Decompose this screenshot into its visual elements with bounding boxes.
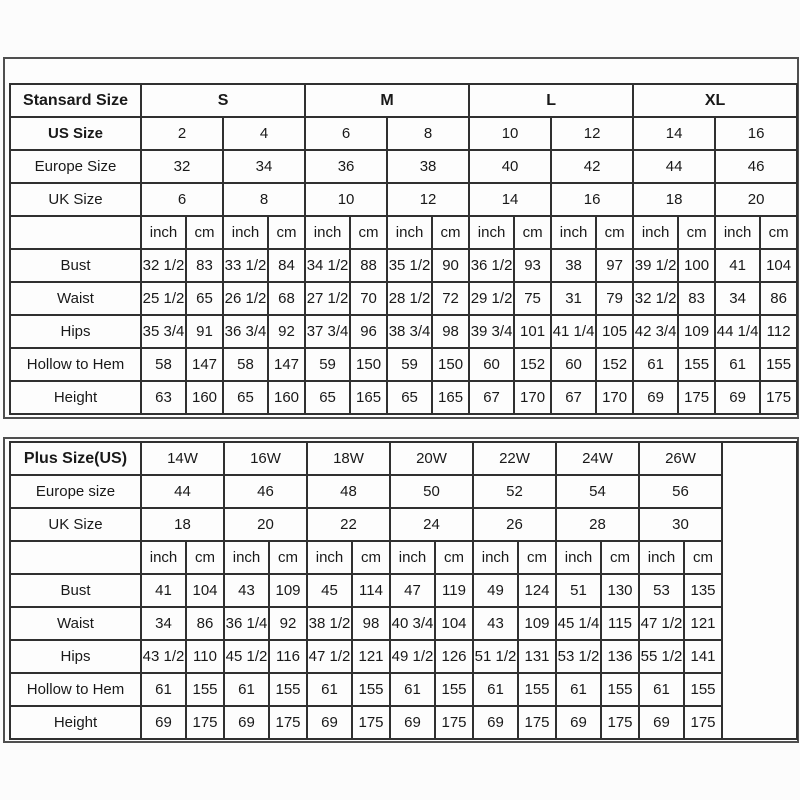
units-label-empty-cell	[10, 541, 141, 574]
measure-value-cell: 100	[678, 249, 715, 282]
measure-value-cell: 104	[760, 249, 797, 282]
table-title-cell: Plus Size(US)	[10, 442, 141, 475]
measure-value-cell: 41	[141, 574, 186, 607]
measure-value-cell: 61	[633, 348, 678, 381]
measure-value-cell: 130	[601, 574, 639, 607]
measure-value-cell: 170	[596, 381, 633, 414]
measure-value-cell: 34 1/2	[305, 249, 350, 282]
cm-unit-cell: cm	[432, 216, 469, 249]
size-value-cell: 4	[223, 117, 305, 150]
size-value-cell: 46	[715, 150, 797, 183]
row-label-cell: Waist	[10, 282, 141, 315]
measure-value-cell: 61	[715, 348, 760, 381]
size-value-cell: 34	[223, 150, 305, 183]
measure-value-cell: 155	[352, 673, 390, 706]
measure-value-cell: 131	[518, 640, 556, 673]
measure-value-cell: 126	[435, 640, 473, 673]
measure-value-cell: 147	[186, 348, 223, 381]
measure-value-cell: 67	[469, 381, 514, 414]
size-value-cell: 46	[224, 475, 307, 508]
size-value-cell: 12	[551, 117, 633, 150]
measure-value-cell: 150	[432, 348, 469, 381]
size-value-cell: 18	[141, 508, 224, 541]
measure-value-cell: 53 1/2	[556, 640, 601, 673]
size-group-cell: M	[305, 84, 469, 117]
size-group-cell: 26W	[639, 442, 722, 475]
cm-unit-cell: cm	[678, 216, 715, 249]
size-value-cell: 8	[387, 117, 469, 150]
size-conversion-row	[10, 150, 797, 183]
measure-value-cell: 32 1/2	[633, 282, 678, 315]
measure-value-cell: 109	[678, 315, 715, 348]
plus-size-table-block	[3, 437, 799, 743]
cm-unit-cell: cm	[269, 541, 307, 574]
inch-unit-cell: inch	[639, 541, 684, 574]
measure-value-cell: 75	[514, 282, 551, 315]
size-value-cell: 6	[305, 117, 387, 150]
measure-value-cell: 69	[224, 706, 269, 739]
measure-value-cell: 136	[601, 640, 639, 673]
measure-value-cell: 98	[432, 315, 469, 348]
inch-unit-cell: inch	[223, 216, 268, 249]
size-value-cell: 20	[715, 183, 797, 216]
measure-value-cell: 51 1/2	[473, 640, 518, 673]
row-label-cell: US Size	[10, 117, 141, 150]
size-value-cell: 26	[473, 508, 556, 541]
inch-unit-cell: inch	[141, 541, 186, 574]
measure-value-cell: 36 1/4	[224, 607, 269, 640]
measure-value-cell: 83	[186, 249, 223, 282]
row-label-cell: Height	[10, 706, 141, 739]
size-group-cell: XL	[633, 84, 797, 117]
size-value-cell: 10	[469, 117, 551, 150]
cm-unit-cell: cm	[268, 216, 305, 249]
measure-value-cell: 60	[469, 348, 514, 381]
measure-value-cell: 109	[269, 574, 307, 607]
cm-unit-cell: cm	[518, 541, 556, 574]
size-group-cell: S	[141, 84, 305, 117]
measure-value-cell: 124	[518, 574, 556, 607]
size-value-cell: 40	[469, 150, 551, 183]
measure-value-cell: 37 3/4	[305, 315, 350, 348]
size-group-cell: 18W	[307, 442, 390, 475]
row-label-cell: Hips	[10, 640, 141, 673]
measure-value-cell: 61	[307, 673, 352, 706]
measure-value-cell: 97	[596, 249, 633, 282]
size-value-cell: 44	[141, 475, 224, 508]
inch-unit-cell: inch	[307, 541, 352, 574]
inch-unit-cell: inch	[390, 541, 435, 574]
row-label-cell: Bust	[10, 249, 141, 282]
measure-value-cell: 61	[556, 673, 601, 706]
measure-value-cell: 59	[305, 348, 350, 381]
empty-filler-cell	[722, 442, 797, 739]
measure-value-cell: 119	[435, 574, 473, 607]
measure-value-cell: 65	[387, 381, 432, 414]
measure-value-cell: 61	[390, 673, 435, 706]
measure-value-cell: 155	[186, 673, 224, 706]
measure-row	[10, 574, 797, 607]
measure-value-cell: 27 1/2	[305, 282, 350, 315]
measure-value-cell: 155	[684, 673, 722, 706]
size-value-cell: 6	[141, 183, 223, 216]
measure-value-cell: 141	[684, 640, 722, 673]
measure-value-cell: 69	[473, 706, 518, 739]
measure-value-cell: 175	[678, 381, 715, 414]
measure-value-cell: 160	[268, 381, 305, 414]
plus-size-table	[9, 441, 798, 740]
size-value-cell: 20	[224, 508, 307, 541]
measure-value-cell: 92	[268, 315, 305, 348]
size-value-cell: 16	[715, 117, 797, 150]
measure-value-cell: 61	[473, 673, 518, 706]
measure-value-cell: 58	[223, 348, 268, 381]
measure-value-cell: 59	[387, 348, 432, 381]
measure-value-cell: 155	[760, 348, 797, 381]
size-group-header-row	[10, 84, 797, 117]
size-value-cell: 52	[473, 475, 556, 508]
measure-value-cell: 55 1/2	[639, 640, 684, 673]
measure-value-cell: 39 1/2	[633, 249, 678, 282]
size-value-cell: 8	[223, 183, 305, 216]
measure-value-cell: 115	[601, 607, 639, 640]
size-value-cell: 14	[633, 117, 715, 150]
measure-value-cell: 86	[186, 607, 224, 640]
measure-value-cell: 175	[435, 706, 473, 739]
size-value-cell: 56	[639, 475, 722, 508]
size-value-cell: 10	[305, 183, 387, 216]
measure-row	[10, 607, 797, 640]
inch-unit-cell: inch	[556, 541, 601, 574]
measure-value-cell: 98	[352, 607, 390, 640]
measure-value-cell: 155	[601, 673, 639, 706]
measure-value-cell: 110	[186, 640, 224, 673]
measure-row	[10, 249, 797, 282]
inch-unit-cell: inch	[305, 216, 350, 249]
inch-unit-cell: inch	[141, 216, 186, 249]
measure-value-cell: 92	[269, 607, 307, 640]
measure-value-cell: 96	[350, 315, 387, 348]
size-value-cell: 38	[387, 150, 469, 183]
measure-value-cell: 61	[224, 673, 269, 706]
measure-value-cell: 49	[473, 574, 518, 607]
measure-value-cell: 79	[596, 282, 633, 315]
measure-value-cell: 69	[556, 706, 601, 739]
measure-value-cell: 68	[268, 282, 305, 315]
measure-value-cell: 147	[268, 348, 305, 381]
cm-unit-cell: cm	[684, 541, 722, 574]
row-label-cell: UK Size	[10, 183, 141, 216]
size-group-cell: L	[469, 84, 633, 117]
measure-value-cell: 41 1/4	[551, 315, 596, 348]
measure-value-cell: 93	[514, 249, 551, 282]
measure-value-cell: 152	[596, 348, 633, 381]
size-value-cell: 24	[390, 508, 473, 541]
measure-value-cell: 32 1/2	[141, 249, 186, 282]
cm-unit-cell: cm	[186, 541, 224, 574]
inch-unit-cell: inch	[715, 216, 760, 249]
measure-value-cell: 72	[432, 282, 469, 315]
size-group-cell: 20W	[390, 442, 473, 475]
measure-value-cell: 45 1/4	[556, 607, 601, 640]
row-label-cell: Bust	[10, 574, 141, 607]
units-label-empty-cell	[10, 216, 141, 249]
measure-value-cell: 43	[224, 574, 269, 607]
measure-row	[10, 706, 797, 739]
row-label-cell: UK Size	[10, 508, 141, 541]
measure-value-cell: 69	[715, 381, 760, 414]
measure-value-cell: 165	[350, 381, 387, 414]
measure-value-cell: 38 3/4	[387, 315, 432, 348]
measure-value-cell: 53	[639, 574, 684, 607]
size-group-header-row	[10, 442, 797, 475]
measure-value-cell: 104	[186, 574, 224, 607]
measure-value-cell: 43 1/2	[141, 640, 186, 673]
measure-value-cell: 38 1/2	[307, 607, 352, 640]
measure-value-cell: 121	[352, 640, 390, 673]
cm-unit-cell: cm	[760, 216, 797, 249]
measure-value-cell: 31	[551, 282, 596, 315]
measure-value-cell: 155	[269, 673, 307, 706]
measure-value-cell: 152	[514, 348, 551, 381]
cm-unit-cell: cm	[514, 216, 551, 249]
measure-value-cell: 65	[305, 381, 350, 414]
measure-value-cell: 90	[432, 249, 469, 282]
table-title-cell: Stansard Size	[10, 84, 141, 117]
measure-row	[10, 315, 797, 348]
size-value-cell: 2	[141, 117, 223, 150]
measure-value-cell: 65	[186, 282, 223, 315]
measure-value-cell: 47 1/2	[307, 640, 352, 673]
measure-row	[10, 282, 797, 315]
measure-value-cell: 175	[518, 706, 556, 739]
measure-value-cell: 29 1/2	[469, 282, 514, 315]
size-value-cell: 18	[633, 183, 715, 216]
measure-value-cell: 36 3/4	[223, 315, 268, 348]
size-value-cell: 22	[307, 508, 390, 541]
measure-value-cell: 104	[435, 607, 473, 640]
measure-value-cell: 84	[268, 249, 305, 282]
measure-value-cell: 35 1/2	[387, 249, 432, 282]
measure-value-cell: 40 3/4	[390, 607, 435, 640]
size-group-cell: 14W	[141, 442, 224, 475]
measure-value-cell: 69	[390, 706, 435, 739]
measure-value-cell: 67	[551, 381, 596, 414]
measure-value-cell: 105	[596, 315, 633, 348]
measure-row	[10, 348, 797, 381]
measure-row	[10, 381, 797, 414]
measure-value-cell: 45	[307, 574, 352, 607]
cm-unit-cell: cm	[435, 541, 473, 574]
measure-value-cell: 63	[141, 381, 186, 414]
cm-unit-cell: cm	[186, 216, 223, 249]
measure-value-cell: 175	[352, 706, 390, 739]
measure-value-cell: 155	[518, 673, 556, 706]
measure-value-cell: 35 3/4	[141, 315, 186, 348]
row-label-cell: Hollow to Hem	[10, 673, 141, 706]
measure-value-cell: 175	[684, 706, 722, 739]
size-conversion-row	[10, 508, 797, 541]
size-group-cell: 16W	[224, 442, 307, 475]
measure-value-cell: 39 3/4	[469, 315, 514, 348]
measure-value-cell: 28 1/2	[387, 282, 432, 315]
measure-value-cell: 33 1/2	[223, 249, 268, 282]
inch-unit-cell: inch	[473, 541, 518, 574]
measure-value-cell: 49 1/2	[390, 640, 435, 673]
measure-value-cell: 69	[141, 706, 186, 739]
measure-value-cell: 36 1/2	[469, 249, 514, 282]
measure-value-cell: 26 1/2	[223, 282, 268, 315]
measure-value-cell: 70	[350, 282, 387, 315]
measure-value-cell: 61	[639, 673, 684, 706]
inch-unit-cell: inch	[551, 216, 596, 249]
standard-size-table-block	[3, 57, 799, 419]
measure-value-cell: 61	[141, 673, 186, 706]
measure-row	[10, 640, 797, 673]
measure-value-cell: 88	[350, 249, 387, 282]
size-value-cell: 44	[633, 150, 715, 183]
size-value-cell: 54	[556, 475, 639, 508]
measure-value-cell: 116	[269, 640, 307, 673]
measure-value-cell: 150	[350, 348, 387, 381]
measure-value-cell: 165	[432, 381, 469, 414]
row-label-cell: Waist	[10, 607, 141, 640]
size-value-cell: 30	[639, 508, 722, 541]
measure-row	[10, 673, 797, 706]
measure-value-cell: 69	[307, 706, 352, 739]
row-label-cell: Hips	[10, 315, 141, 348]
cm-unit-cell: cm	[601, 541, 639, 574]
inch-unit-cell: inch	[633, 216, 678, 249]
size-value-cell: 42	[551, 150, 633, 183]
measure-value-cell: 155	[678, 348, 715, 381]
measure-value-cell: 170	[514, 381, 551, 414]
measure-value-cell: 38	[551, 249, 596, 282]
inch-unit-cell: inch	[387, 216, 432, 249]
measure-value-cell: 86	[760, 282, 797, 315]
measure-value-cell: 175	[269, 706, 307, 739]
measure-value-cell: 91	[186, 315, 223, 348]
size-value-cell: 14	[469, 183, 551, 216]
measure-value-cell: 69	[639, 706, 684, 739]
inch-unit-cell: inch	[469, 216, 514, 249]
measure-value-cell: 65	[223, 381, 268, 414]
measure-value-cell: 175	[186, 706, 224, 739]
measure-value-cell: 47	[390, 574, 435, 607]
size-value-cell: 36	[305, 150, 387, 183]
cm-unit-cell: cm	[596, 216, 633, 249]
size-group-cell: 22W	[473, 442, 556, 475]
measure-value-cell: 114	[352, 574, 390, 607]
row-label-cell: Height	[10, 381, 141, 414]
measure-value-cell: 43	[473, 607, 518, 640]
size-conversion-row	[10, 475, 797, 508]
size-value-cell: 50	[390, 475, 473, 508]
measure-value-cell: 83	[678, 282, 715, 315]
measure-value-cell: 155	[435, 673, 473, 706]
measure-value-cell: 112	[760, 315, 797, 348]
size-value-cell: 16	[551, 183, 633, 216]
measure-value-cell: 160	[186, 381, 223, 414]
row-label-cell: Hollow to Hem	[10, 348, 141, 381]
size-value-cell: 12	[387, 183, 469, 216]
measure-value-cell: 51	[556, 574, 601, 607]
measure-value-cell: 69	[633, 381, 678, 414]
measure-value-cell: 60	[551, 348, 596, 381]
measure-value-cell: 41	[715, 249, 760, 282]
measure-value-cell: 44 1/4	[715, 315, 760, 348]
size-value-cell: 32	[141, 150, 223, 183]
size-value-cell: 48	[307, 475, 390, 508]
measure-value-cell: 175	[601, 706, 639, 739]
measure-value-cell: 42 3/4	[633, 315, 678, 348]
cm-unit-cell: cm	[350, 216, 387, 249]
size-value-cell: 28	[556, 508, 639, 541]
measure-value-cell: 135	[684, 574, 722, 607]
measure-value-cell: 47 1/2	[639, 607, 684, 640]
measure-value-cell: 109	[518, 607, 556, 640]
measure-value-cell: 25 1/2	[141, 282, 186, 315]
size-group-cell: 24W	[556, 442, 639, 475]
measure-value-cell: 101	[514, 315, 551, 348]
measure-value-cell: 58	[141, 348, 186, 381]
measure-value-cell: 121	[684, 607, 722, 640]
row-label-cell: Europe size	[10, 475, 141, 508]
measure-value-cell: 175	[760, 381, 797, 414]
size-conversion-row	[10, 117, 797, 150]
measure-value-cell: 34	[715, 282, 760, 315]
row-label-cell: Europe Size	[10, 150, 141, 183]
inch-unit-cell: inch	[224, 541, 269, 574]
measure-value-cell: 45 1/2	[224, 640, 269, 673]
units-row	[10, 541, 797, 574]
cm-unit-cell: cm	[352, 541, 390, 574]
standard-size-table	[9, 83, 798, 415]
size-conversion-row	[10, 183, 797, 216]
measure-value-cell: 34	[141, 607, 186, 640]
units-row	[10, 216, 797, 249]
